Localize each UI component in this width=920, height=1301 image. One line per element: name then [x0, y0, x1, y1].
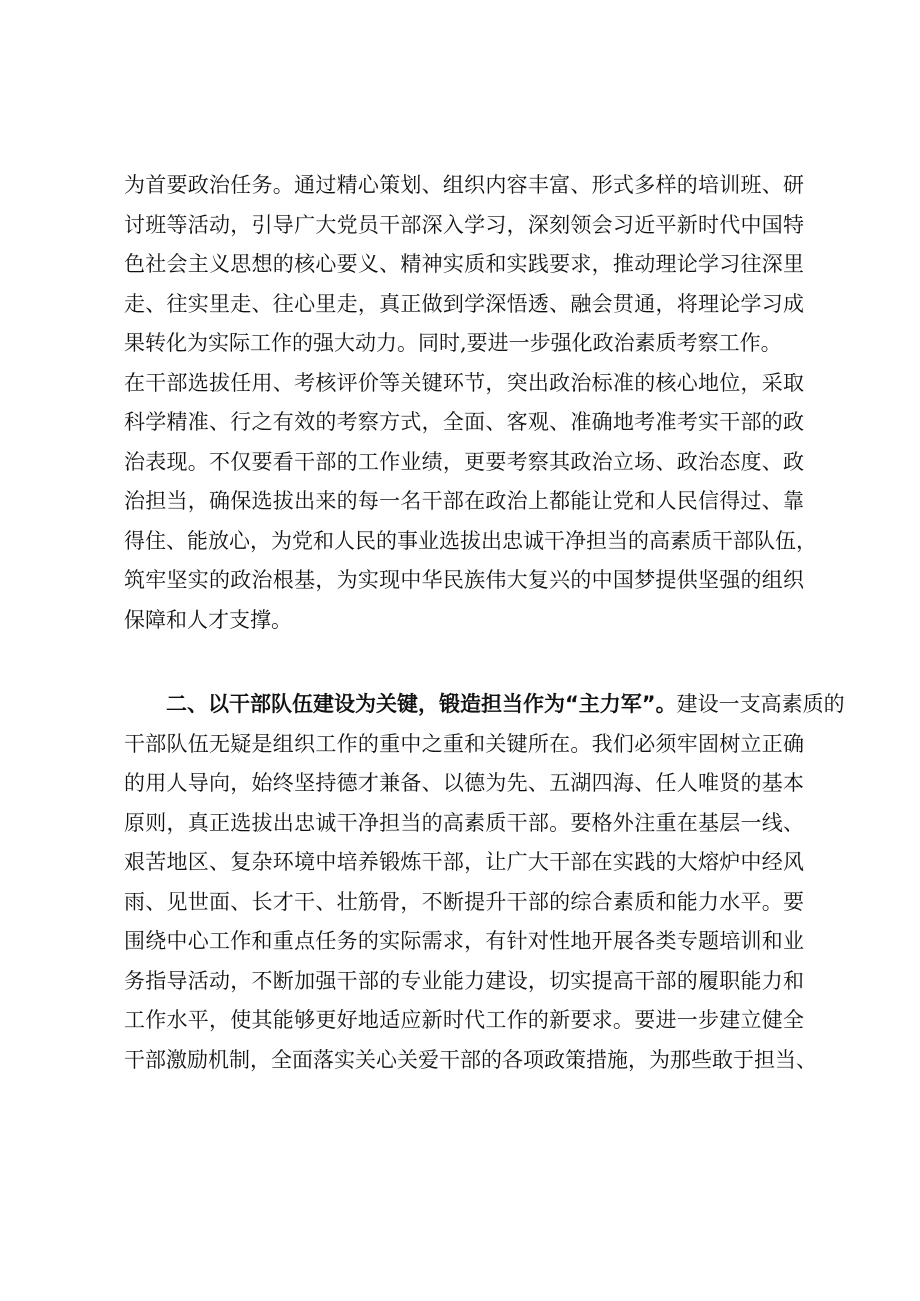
paragraph-line: 在干部选拔任用、考核评价等关键环节，突出政治标准的核心地位，采取 — [124, 370, 804, 395]
paragraph-line: 干部队伍无疑是组织工作的重中之重和关键所在。我们必须牢固树立正确 — [124, 731, 804, 756]
paragraph-line: 治担当，确保选拔出来的每一名干部在政治上都能让党和人民信得过、靠 — [124, 489, 804, 513]
paragraph-line: 筑牢坚实的政治根基，为实现中华民族伟大复兴的中国梦提供坚强的组织 — [124, 568, 804, 592]
paragraph-line: 果转化为实际工作的强大动力。同时,要进一步强化政治素质考察工作。 — [124, 331, 782, 355]
paragraph-first-line — [124, 685, 845, 725]
paragraph-line: 的用人导向，始终坚持德才兼备、以德为先、五湖四海、任人唯贤的基本 — [124, 771, 804, 795]
paragraph-line: 色社会主义思想的核心要义、精神实质和实践要求，推动理论学习往深里 — [124, 252, 804, 276]
paragraph-line: 为首要政治任务。通过精心策划、组织内容丰富、形式多样的培训班、研 — [124, 173, 804, 197]
paragraph-line: 干部激励机制，全面落实关心关爱干部的各项政策措施，为那些敢于担当、 — [124, 1047, 817, 1072]
paragraph-line: 围绕中心工作和重点任务的实际需求，有针对性地开展各类专题培训和业 — [124, 929, 804, 953]
paragraph-line: 雨、见世面、长才干、壮筋骨，不断提升干部的综合素质和能力水平。要 — [124, 889, 804, 914]
paragraph-line: 得住、能放心，为党和人民的事业选拔出忠诚干净担当的高素质干部队伍， — [124, 528, 817, 553]
paragraph-2 — [124, 685, 845, 1080]
paragraph-line: 科学精准、行之有效的考察方式，全面、客观、准确地考准考实干部的政 — [124, 410, 804, 434]
paragraph-line: 保障和人才支撑。 — [124, 607, 292, 632]
paragraph-line: 艰苦地区、复杂环境中培养锻炼干部，让广大干部在实践的大熔炉中经风 — [124, 850, 804, 874]
paragraph-1 — [124, 166, 817, 640]
paragraph-line: 工作水平，使其能够更好地适应新时代工作的新要求。要进一步建立健全 — [124, 1008, 804, 1032]
paragraph-line: 务指导活动，不断加强干部的专业能力建设，切实提高干部的履职能力和 — [124, 968, 804, 993]
paragraph-line: 讨班等活动，引导广大党员干部深入学习，深刻领会习近平新时代中国特 — [124, 212, 804, 237]
paragraph-line: 原则，真正选拔出忠诚干净担当的高素质干部。要格外注重在基层一线、 — [124, 810, 804, 835]
paragraph-line: 治表现。不仅要看干部的工作业绩，更要考察其政治立场、政治态度、政 — [124, 449, 804, 474]
paragraph-line: 走、往实里走、往心里走，真正做到学深悟透、融会贯通，将理论学习成 — [124, 291, 804, 316]
section-heading: 二、以干部队伍建设为关键，锻造担当作为“主力军”。 — [166, 692, 677, 716]
paragraph-first-line-text: 建设一支高素质的 — [676, 692, 845, 716]
